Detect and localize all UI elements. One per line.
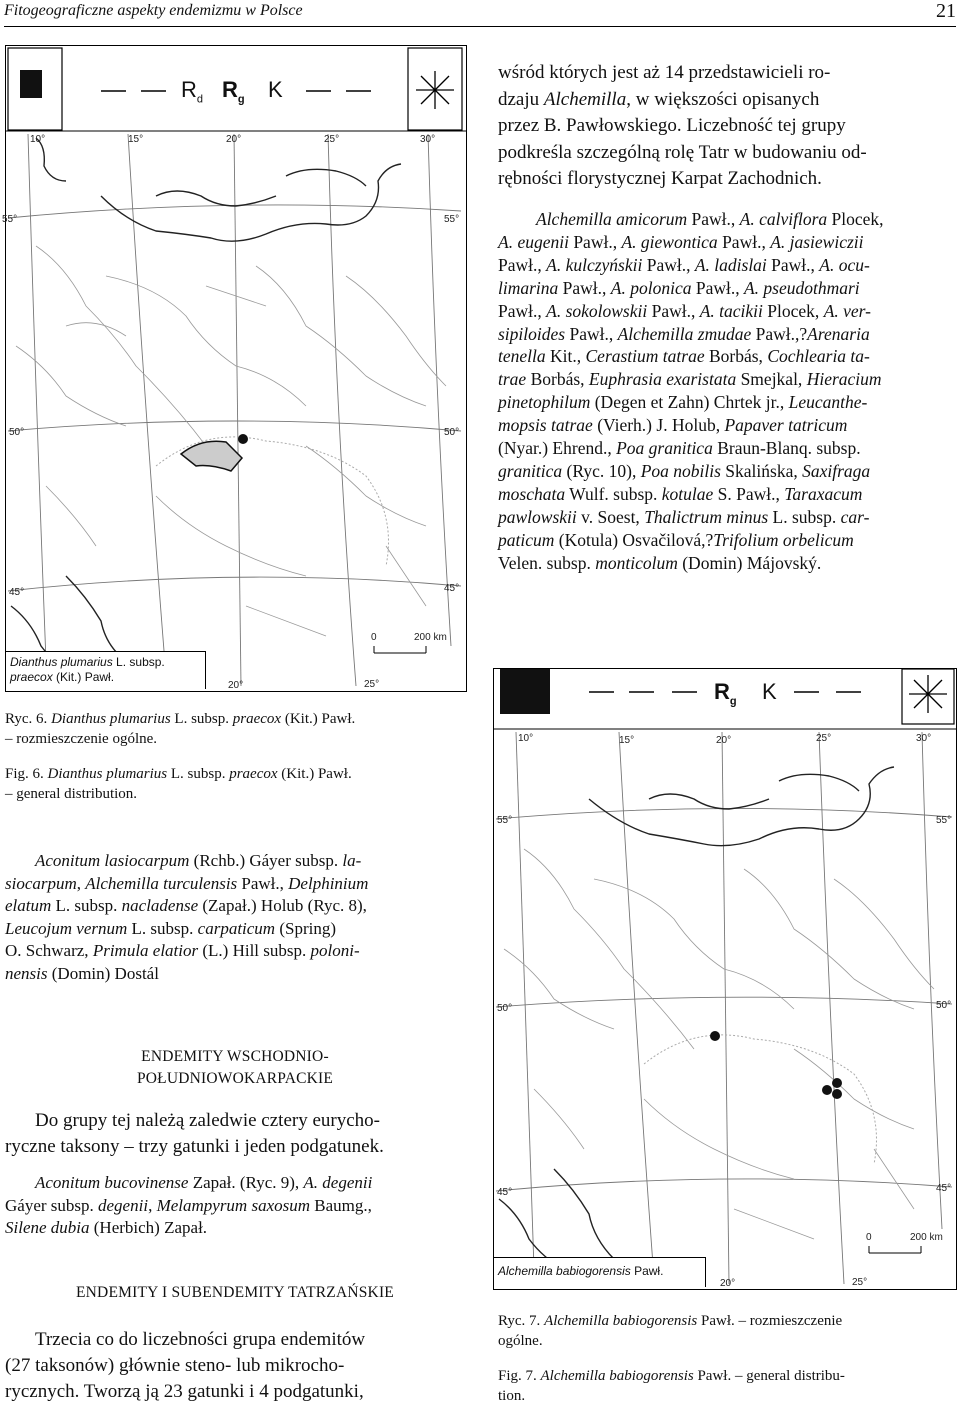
species-list-left: Aconitum lasiocarpum (Rchb.) Gáyer subsp. la- siocarpum, Alchemilla turculensis Pawł., Delphinium elatum L. subsp. nacladense (Zapał.) Holub (Ryc. 8), Leucojum vernum L. subsp. carpaticum (Spring) O. Schwarz, Primula elatior (L.) Hill subsp. poloni- nensis (Domin) Dostál [5,851,369,983]
figure-caption-en: Fig. 7. Alchemilla babiogorensis Pawł. – general distribu- tion. [498,1368,845,1404]
section-heading: ENDEMITY WSCHODNIO- POŁUDNIOWOKARPACKIE [136,1048,334,1087]
scale-label: 0 [866,1232,872,1243]
graticule-label: 55° [2,214,18,225]
symbol-rd: $R_d$ [181,77,204,106]
graticule-label: 25° [324,134,340,145]
graticule-label: 50° [497,1003,513,1014]
map-legend: Dianthus plumarius L. subsp. praecox (Kit.) Pawł. [6,651,206,689]
species-list-tatra: Alchemilla amicorum Pawł., A. calviflora Plocek, A. eugenii Pawł., A. giewontica Pawł., A. jasiewiczii Pawł., A. kulczyńskii Pawł., A. ladislai Pawł., A. ocu- limarina Pawł., A. polonica Pawł., A. pseudothmari Pawł., A. sokolowskii Pawł., A. tacikii Plocek, A. ver- sipiloides Pawł., Alchemilla zmudae Pawł.,?Arenaria tenella Kit., Cerastium tatrae Borbás, Cochlearia ta- trae Borbás, Euphrasia exaristata Smejkal, Hieracium pinetophilum (Degen et Zahn) Chrtek jr., Leucanthe- mopsis tatrae (Vierh.) J. Holub, Papaver tatricum (Nyar.) Ehrend., Poa granitica Braun-Blanq. subsp. granitica (Ryc. 10), Poa nobilis Skalińska, Saxifraga moschata Wulf. subsp. kotulae S. Pawł., Taraxacum pawlowskii v. Soest, Thalictrum minus L. subsp. car- paticum (Kotula) Osvačilová,?Trifolium orbelicum Velen. subsp. monticolum (Domin) Májovský. [498,209,884,573]
section-paragraph: Do grupy tej należą zaledwie cztery eurycho- ryczne taksony – trzy gatunki i jeden podgatunek. [5,1110,384,1157]
graticule-label: 15° [619,735,635,746]
graticule-label: 15° [128,134,144,145]
graticule-label: 45° [497,1187,513,1198]
distribution-map-fig6 [2,45,467,692]
scale-label: 200 km [414,632,447,643]
graticule-label: 45° [444,583,460,594]
section-heading: ENDEMITY I SUBENDEMITY TATRZAŃSKIE [76,1284,394,1301]
graticule-label: 20° [716,735,732,746]
distribution-map-fig7 [493,668,957,1290]
symbol-k: K [762,679,777,704]
graticule-label: 55° [444,214,460,225]
graticule-label: 25° [852,1277,868,1288]
graticule-label: 45° [936,1183,952,1194]
figure-caption-en: Fig. 6. Dianthus plumarius L. subsp. praecox (Kit.) Pawł. – general distribution. [5,766,352,802]
running-header [4,0,956,27]
graticule-label: 25° [364,679,380,690]
graticule-label: 50° [936,1000,952,1011]
paragraph-right: wśród których jest aż 14 przedstawicieli ro- dzaju Alchemilla, w większości opisanych przez B. Pawłowskiego. Liczebność tej grupy podkreśla szczególną rolę Tatr w budowaniu od- rębności florystycznej Karpat Zachodnich. [498,62,867,189]
species-list-eastern: Aconitum bucovinense Zapał. (Ryc. 9), A. degenii Gáyer subsp. degenii, Melampyrum saxosum Baumg., Silene dubia (Herbich) Zapał. [5,1173,373,1238]
graticule-label: 50° [444,427,460,438]
map-legend: Alchemilla babiogorensis Pawł. [494,1257,706,1287]
scale-label: 200 km [910,1232,943,1243]
symbol-rg: $R_g$ [222,77,245,106]
symbol-k: K [268,77,283,102]
symbol-rg: $R_g$ [714,679,737,708]
graticule-label: 30° [916,733,932,744]
graticule-label: 20° [226,134,242,145]
graticule-label: 20° [720,1278,736,1289]
graticule-label: 25° [816,733,832,744]
graticule-label: 10° [30,134,46,145]
scale-label: 0 [371,632,377,643]
figure-caption-pl: Ryc. 7. Alchemilla babiogorensis Pawł. – rozmieszczenie ogólne. [498,1313,843,1349]
running-title: Fitogeograficzne aspekty endemizmu w Polsce [4,2,303,19]
graticule-label: 50° [9,427,25,438]
map-drawing [494,669,956,1289]
graticule-label: 20° [228,680,244,691]
figure-caption-pl: Ryc. 6. Dianthus plumarius L. subsp. praecox (Kit.) Pawł. – rozmieszczenie ogólne. [5,711,356,747]
graticule-label: 55° [936,815,952,826]
graticule-label: 10° [518,733,534,744]
graticule-label: 45° [9,587,25,598]
graticule-label: 55° [497,815,513,826]
section-paragraph: Trzecia co do liczebności grupa endemitów (27 taksonów) głównie steno- lub mikrocho- rycznych. Tworzą ją 23 gatunki i 4 podgatunki, [5,1329,366,1402]
graticule-label: 30° [420,134,436,145]
page-number: 21 [936,0,956,22]
